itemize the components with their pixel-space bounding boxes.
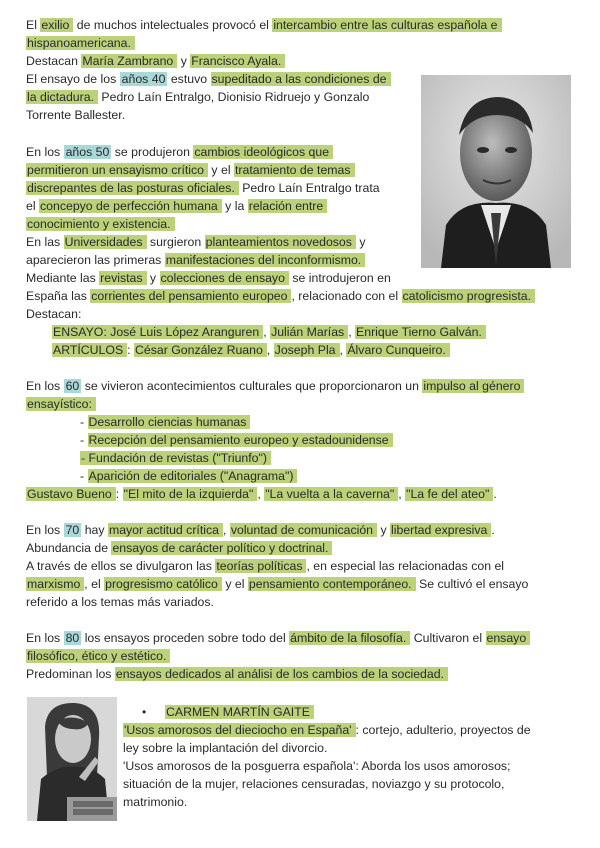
text-line: El exilio de muchos intelectuales provocó el intercambio entre las culturas española e <box>26 16 502 34</box>
text-line: Mediante las revistas y colecciones de ensayo se introdujeron en <box>26 271 391 285</box>
text-line: filosófico, ético y estético. <box>26 647 170 665</box>
text-line: discrepantes de las posturas oficiales. Pedro Laín Entralgo trata <box>27 181 380 195</box>
text-line: - Aparición de editoriales ("Anagrama") <box>80 467 297 485</box>
text-line: Destacan María Zambrano y Francisco Ayala. <box>26 52 285 70</box>
text-line: En los 80 los ensayos proceden sobre todo del ámbito de la filosofía. Cultivaron el ensayo <box>26 629 530 647</box>
text-line: ARTÍCULOS : César González Ruano , Joseph Pla , Álvaro Cunqueiro. <box>52 341 450 359</box>
portrait-photo <box>421 75 571 268</box>
text-line: la dictadura. Pedro Laín Entralgo, Dionisio Ridruejo y Gonzalo <box>27 90 370 104</box>
bullet-marker: • <box>142 705 147 719</box>
text-line: permitieron un ensayismo crítico y el tratamiento de temas <box>26 161 355 179</box>
text-line: 'Usos amorosos de la posguerra española': Aborda los usos amorosos; <box>123 759 511 773</box>
text-line: aparecieron las primeras manifestaciones del inconformismo. <box>26 251 365 269</box>
text-line: ENSAYO: José Luis López Aranguren , Julián Marías , Enrique Tierno Galván. <box>52 323 486 341</box>
text-line: marxismo , el progresismo católico y el pensamiento contemporáneo. Se cultivó el ensayo <box>27 577 529 591</box>
text-line: ensayístico: <box>26 395 96 413</box>
text-line: hispanoamericana. <box>26 34 135 52</box>
text-line: Predominan los ensayos dedicados al análisi de los cambios de la sociedad. <box>26 665 448 683</box>
text-line: el concepyo de perfección humana y la relación entre <box>26 197 327 215</box>
portrait-man-image <box>421 75 571 268</box>
text-line: Destacan: <box>26 307 82 321</box>
text-line: matrimonio. <box>123 795 188 809</box>
text-line: Gustavo Bueno : "El mito de la izquierda" , "La vuelta a la caverna" , "La fe del ateo" . <box>27 487 497 501</box>
text-line: En las Universidades surgieron planteamientos novedosos y <box>26 235 366 249</box>
text-line: 'Usos amorosos del dieciocho en España' : cortejo, adulterio, proyectos de <box>124 723 531 737</box>
text-line: El ensayo de los años 40 estuvo supeditado a las condiciones de <box>26 70 391 88</box>
text-line: A través de ellos se divulgaron las teorías políticas , en especial las relacionadas con el <box>26 559 505 573</box>
text-line: Torrente Ballester. <box>26 108 126 122</box>
text-line: - Recepción del pensamiento europeo y estadounidense <box>80 431 393 449</box>
text-line: España las corrientes del pensamiento europeo , relacionado con el catolicismo progresista. <box>26 287 535 305</box>
text-line: - Desarrollo ciencias humanas <box>80 413 250 431</box>
text-line: En los 60 se vivieron acontecimientos culturales que proporcionaron un impulso al género <box>26 377 524 395</box>
author-name: CARMEN MARTÍN GAITE <box>165 703 314 721</box>
text-line: conocimiento y existencia. <box>26 215 175 233</box>
text-line: Abundancia de ensayos de carácter político y doctrinal. <box>26 539 332 557</box>
text-line: En los 70 hay mayor actitud crítica , voluntad de comunicación y libertad expresiva . <box>26 523 495 537</box>
text-line: ley sobre la implantación del divorcio. <box>123 741 328 755</box>
text-line: situación de la mujer, relaciones censuradas, noviazgo y su protocolo, <box>123 777 505 791</box>
portrait-woman-image <box>27 697 117 821</box>
portrait-photo <box>27 697 117 821</box>
text-line: En los años 50 se produjeron cambios ideológicos que <box>26 143 333 161</box>
text-line: referido a los temas más variados. <box>26 595 214 609</box>
text-line: - Fundación de revistas ("Triunfo") <box>80 449 271 467</box>
